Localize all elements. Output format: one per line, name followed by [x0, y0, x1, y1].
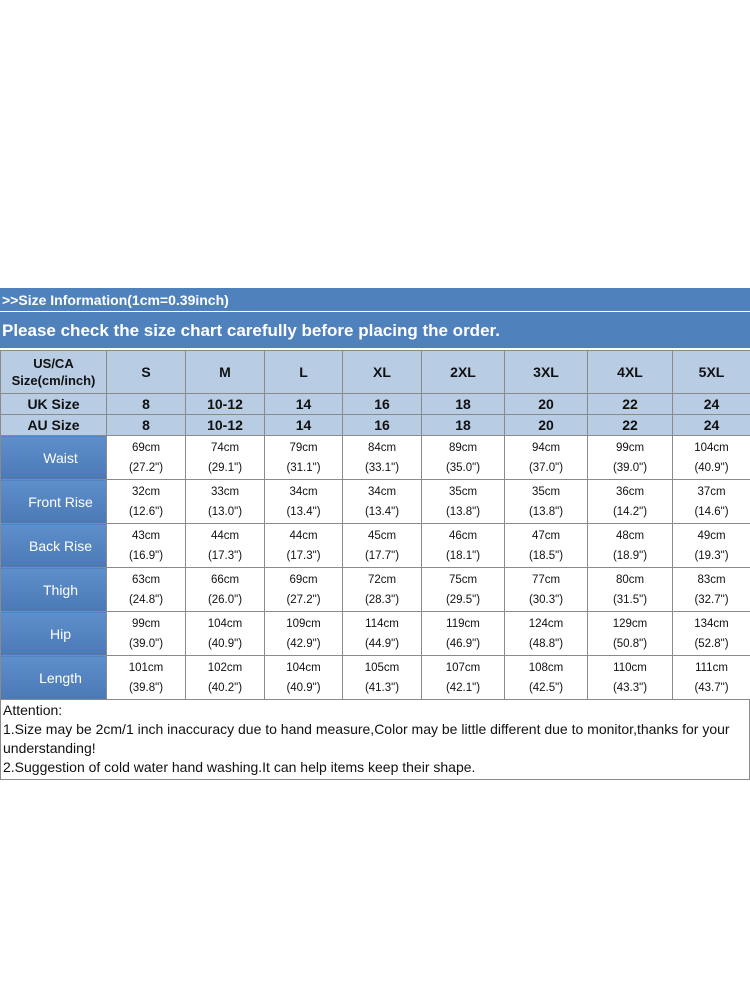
uk-size-cell: 8	[107, 394, 186, 415]
au-size-cell: 10-12	[186, 415, 265, 436]
inch-value: (40.9")	[286, 681, 321, 694]
au-size-cell: 20	[505, 415, 588, 436]
inch-value: (16.9")	[128, 549, 164, 562]
cm-value: 89cm	[448, 441, 478, 454]
measurement-cell	[343, 436, 422, 480]
cm-value: 104cm	[286, 661, 321, 674]
measurement-cell	[186, 524, 265, 568]
inch-value: (17.3")	[286, 549, 321, 562]
measurement-cell	[673, 524, 750, 568]
measurement-cell	[186, 436, 265, 480]
size-info-heading: >>Size Information(1cm=0.39inch)	[0, 288, 750, 312]
cm-value: 45cm	[367, 529, 397, 542]
attention-note-2: 2.Suggestion of cold water hand washing.It can help items keep their shape.	[3, 759, 476, 775]
us-size-cell: 2XL	[422, 351, 505, 394]
cm-value: 44cm	[289, 529, 318, 542]
inch-value: (42.5")	[528, 681, 564, 694]
inch-value: (13.0")	[207, 505, 243, 518]
measurement-cell	[505, 612, 588, 656]
inch-value: (40.9")	[207, 637, 243, 650]
cm-value: 111cm	[695, 661, 728, 674]
cm-value: 37cm	[697, 485, 726, 498]
cm-value: 66cm	[210, 573, 240, 586]
inch-value: (30.3")	[528, 593, 564, 606]
measurement-cell	[673, 436, 750, 480]
measurement-cell	[422, 656, 505, 700]
uk-size-cell: 16	[343, 394, 422, 415]
uk-size-cell: 20	[505, 394, 588, 415]
cm-value: 101cm	[128, 661, 164, 674]
measurement-cell	[422, 480, 505, 524]
cm-value: 72cm	[367, 573, 397, 586]
cm-value: 109cm	[286, 617, 321, 630]
cm-value: 43cm	[131, 529, 161, 542]
inch-value: (18.1")	[445, 549, 481, 562]
au-size-cell: 22	[588, 415, 673, 436]
cm-value: 48cm	[615, 529, 645, 542]
cm-value: 35cm	[448, 485, 478, 498]
inch-value: (43.3")	[612, 681, 648, 694]
measurement-cell	[265, 656, 343, 700]
measurement-cell	[107, 524, 186, 568]
inch-value: (29.1")	[207, 461, 243, 474]
measurement-cell	[107, 612, 186, 656]
measurement-label: Waist	[1, 436, 107, 480]
attention-notes	[0, 700, 750, 780]
cm-value: 32cm	[131, 485, 161, 498]
cm-value: 33cm	[210, 485, 240, 498]
inch-value: (44.9")	[364, 637, 400, 650]
us-size-cell: XL	[343, 351, 422, 394]
measurement-cell	[265, 568, 343, 612]
uk-size-cell: 14	[265, 394, 343, 415]
measurement-label: Hip	[1, 612, 107, 656]
inch-value: (42.9")	[286, 637, 321, 650]
inch-value: (27.2")	[286, 593, 321, 606]
cm-value: 84cm	[367, 441, 397, 454]
attention-note-1: 1.Size may be 2cm/1 inch inaccuracy due to hand measure,Color may be little different due to monitor,thanks for your understanding!	[3, 721, 730, 756]
inch-value: (27.2")	[128, 461, 164, 474]
measurement-cell	[343, 480, 422, 524]
measurement-cell	[265, 612, 343, 656]
measurement-cell	[673, 656, 750, 700]
measurement-cell	[343, 612, 422, 656]
cm-value: 36cm	[615, 485, 645, 498]
inch-value: (40.9")	[694, 461, 729, 474]
size-chart	[0, 288, 750, 780]
cm-value: 74cm	[210, 441, 240, 454]
inch-value: (43.7")	[694, 681, 729, 694]
cm-value: 108cm	[528, 661, 564, 674]
cm-value: 107cm	[445, 661, 481, 674]
measurement-cell	[505, 568, 588, 612]
measurement-row	[1, 656, 750, 700]
us-size-label: US/CA Size(cm/inch)	[1, 351, 107, 394]
inch-value: (52.8")	[694, 637, 729, 650]
us-size-cell: M	[186, 351, 265, 394]
inch-value: (37.0")	[528, 461, 564, 474]
cm-value: 104cm	[207, 617, 243, 630]
inch-value: (14.6")	[694, 505, 729, 518]
cm-value: 49cm	[697, 529, 726, 542]
measurement-cell	[673, 612, 750, 656]
cm-value: 105cm	[364, 661, 400, 674]
measurement-row	[1, 568, 750, 612]
measurement-cell	[422, 568, 505, 612]
inch-value: (12.6")	[128, 505, 164, 518]
cm-value: 75cm	[448, 573, 478, 586]
attention-title: Attention:	[3, 702, 63, 718]
cm-value: 44cm	[210, 529, 240, 542]
cm-value: 110cm	[613, 661, 647, 674]
inch-value: (40.2")	[207, 681, 243, 694]
inch-value: (31.5")	[612, 593, 648, 606]
measurement-cell	[673, 568, 750, 612]
inch-value: (13.8")	[445, 505, 481, 518]
us-size-cell: 3XL	[505, 351, 588, 394]
au-size-cell: 16	[343, 415, 422, 436]
cm-value: 104cm	[694, 441, 729, 454]
us-size-cell: L	[265, 351, 343, 394]
inch-value: (31.1")	[286, 461, 321, 474]
measurement-cell	[107, 436, 186, 480]
inch-value: (13.4")	[286, 505, 321, 518]
us-size-cell: S	[107, 351, 186, 394]
measurement-row	[1, 480, 750, 524]
inch-value: (33.1")	[364, 461, 400, 474]
cm-value: 129cm	[612, 617, 648, 630]
cm-value: 99cm	[615, 441, 645, 454]
measurement-cell	[422, 436, 505, 480]
measurement-cell	[588, 612, 673, 656]
au-size-cell: 24	[673, 415, 750, 436]
measurement-cell	[107, 568, 186, 612]
cm-value: 63cm	[131, 573, 161, 586]
measurement-cell	[505, 656, 588, 700]
measurement-cell	[422, 612, 505, 656]
cm-value: 34cm	[289, 485, 318, 498]
uk-size-cell: 24	[673, 394, 750, 415]
inch-value: (24.8")	[128, 593, 164, 606]
cm-value: 35cm	[531, 485, 561, 498]
cm-value: 34cm	[367, 485, 397, 498]
measurement-cell	[588, 480, 673, 524]
cm-value: 124cm	[528, 617, 564, 630]
measurement-cell	[588, 524, 673, 568]
inch-value: (14.2")	[612, 505, 648, 518]
inch-value: (42.1")	[445, 681, 481, 694]
cm-value: 77cm	[531, 573, 561, 586]
inch-value: (13.4")	[364, 505, 400, 518]
measurement-cell	[186, 612, 265, 656]
measurement-cell	[673, 480, 750, 524]
measurement-cell	[186, 656, 265, 700]
measurement-cell	[505, 524, 588, 568]
inch-value: (18.9")	[612, 549, 648, 562]
us-size-cell: 5XL	[673, 351, 750, 394]
uk-size-cell: 22	[588, 394, 673, 415]
au-size-row	[1, 415, 750, 436]
inch-value: (32.7")	[694, 593, 729, 606]
au-size-cell: 14	[265, 415, 343, 436]
uk-size-cell: 10-12	[186, 394, 265, 415]
measurement-cell	[505, 436, 588, 480]
au-size-label: AU Size	[1, 415, 107, 436]
inch-value: (13.8")	[528, 505, 564, 518]
cm-value: 119cm	[446, 617, 480, 630]
inch-value: (39.8")	[128, 681, 164, 694]
measurement-cell	[588, 436, 673, 480]
au-size-cell: 18	[422, 415, 505, 436]
measurement-cell	[265, 436, 343, 480]
cm-value: 80cm	[615, 573, 645, 586]
cm-value: 69cm	[131, 441, 161, 454]
measurement-cell	[343, 656, 422, 700]
inch-value: (39.0")	[612, 461, 648, 474]
measurement-cell	[505, 480, 588, 524]
cm-value: 83cm	[697, 573, 726, 586]
inch-value: (48.8")	[528, 637, 564, 650]
measurement-row	[1, 436, 750, 480]
measurement-label: Back Rise	[1, 524, 107, 568]
measurement-cell	[107, 656, 186, 700]
measurement-label: Thigh	[1, 568, 107, 612]
inch-value: (35.0")	[445, 461, 481, 474]
us-size-cell: 4XL	[588, 351, 673, 394]
measurement-row	[1, 524, 750, 568]
us-size-row	[1, 351, 750, 394]
measurement-cell	[107, 480, 186, 524]
size-table	[0, 350, 750, 700]
cm-value: 134cm	[694, 617, 729, 630]
uk-size-label: UK Size	[1, 394, 107, 415]
size-chart-instruction: Please check the size chart carefully before placing the order.	[0, 312, 750, 350]
cm-value: 46cm	[448, 529, 478, 542]
inch-value: (41.3")	[364, 681, 400, 694]
inch-value: (28.3")	[364, 593, 400, 606]
cm-value: 102cm	[207, 661, 243, 674]
inch-value: (17.3")	[207, 549, 243, 562]
measurement-label: Length	[1, 656, 107, 700]
cm-value: 47cm	[531, 529, 561, 542]
inch-value: (50.8")	[612, 637, 648, 650]
inch-value: (19.3")	[694, 549, 729, 562]
measurement-cell	[343, 568, 422, 612]
measurement-cell	[588, 656, 673, 700]
measurement-cell	[343, 524, 422, 568]
cm-value: 94cm	[531, 441, 561, 454]
measurement-cell	[186, 568, 265, 612]
inch-value: (17.7")	[364, 549, 400, 562]
measurement-cell	[265, 524, 343, 568]
cm-value: 69cm	[289, 573, 318, 586]
cm-value: 99cm	[131, 617, 161, 630]
inch-value: (46.9")	[445, 637, 481, 650]
inch-value: (26.0")	[207, 593, 243, 606]
inch-value: (39.0")	[128, 637, 164, 650]
measurement-cell	[588, 568, 673, 612]
cm-value: 114cm	[365, 617, 399, 630]
measurement-cell	[265, 480, 343, 524]
uk-size-cell: 18	[422, 394, 505, 415]
measurement-row	[1, 612, 750, 656]
cm-value: 79cm	[289, 441, 318, 454]
measurement-cell	[422, 524, 505, 568]
measurement-cell	[186, 480, 265, 524]
uk-size-row	[1, 394, 750, 415]
au-size-cell: 8	[107, 415, 186, 436]
inch-value: (18.5")	[528, 549, 564, 562]
inch-value: (29.5")	[445, 593, 481, 606]
measurement-label: Front Rise	[1, 480, 107, 524]
